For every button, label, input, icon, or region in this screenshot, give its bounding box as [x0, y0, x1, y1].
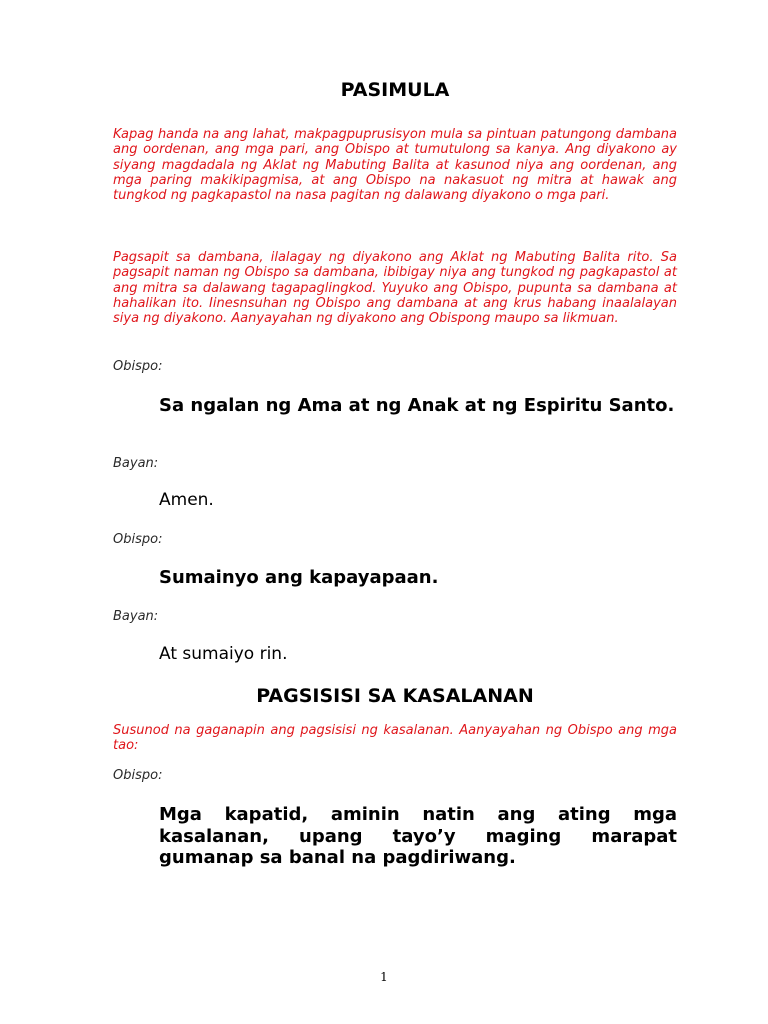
speaker-label: Bayan: — [113, 456, 159, 471]
section-title-pagsisisi: PAGSISISI SA KASALANAN — [256, 685, 534, 707]
speaker-label: Obispo: — [113, 359, 163, 374]
spoken-text: Amen. — [159, 490, 214, 510]
spoken-text: Sa ngalan ng Ama at ng Anak at ng Espiritu Santo. — [159, 395, 675, 416]
section-title-pasimula: PASIMULA — [340, 79, 450, 101]
speaker-label: Obispo: — [113, 532, 163, 547]
spoken-text: Mga kapatid, aminin natin ang ating mga kasalanan, upang tayo’y maging marapat gumanap sa banal na pagdiriwang. — [159, 804, 677, 868]
rubric-paragraph: Kapag handa na ang lahat, makpagpuprusisyon mula sa pintuan patungong dambana ang oordenan, ang mga pari, ang Obispo at tumutulong sa kanya. Ang diyakono ay siyang magdadala ng Aklat ng Mabuting Balita at kasunod niya ang oordenan, ang mga paring makikipagmisa, at ang Obispo na nakasuot ng mitra at hawak ang tungkod ng pagkapastol na nasa pagitan ng dalawang diyakono o mga pari. — [113, 127, 677, 204]
speaker-label: Bayan: — [113, 609, 159, 624]
speaker-label: Obispo: — [113, 768, 163, 783]
page-number: 1 — [380, 970, 388, 984]
rubric-paragraph: Pagsapit sa dambana, ilalagay ng diyakono ang Aklat ng Mabuting Balita rito. Sa pagsapit naman ng Obispo sa dambana, ibibigay niya ang tungkod ng pagkapastol at ang mitra sa dalawang tagapaglingkod. Yuyuko ang Obispo, pupunta sa dambana at hahalikan ito. Iinesnsuhan ng Obispo ang dambana at ang krus habang inaalalayan siya ng diyakono. Aanyayahan ng diyakono ang Obispong maupo sa likmuan. — [113, 250, 677, 327]
rubric-paragraph: Susunod na gaganapin ang pagsisisi ng kasalanan. Aanyayahan ng Obispo ang mga tao: — [113, 723, 677, 754]
spoken-text: Sumainyo ang kapayapaan. — [159, 567, 439, 588]
spoken-text: At sumaiyo rin. — [159, 644, 288, 664]
